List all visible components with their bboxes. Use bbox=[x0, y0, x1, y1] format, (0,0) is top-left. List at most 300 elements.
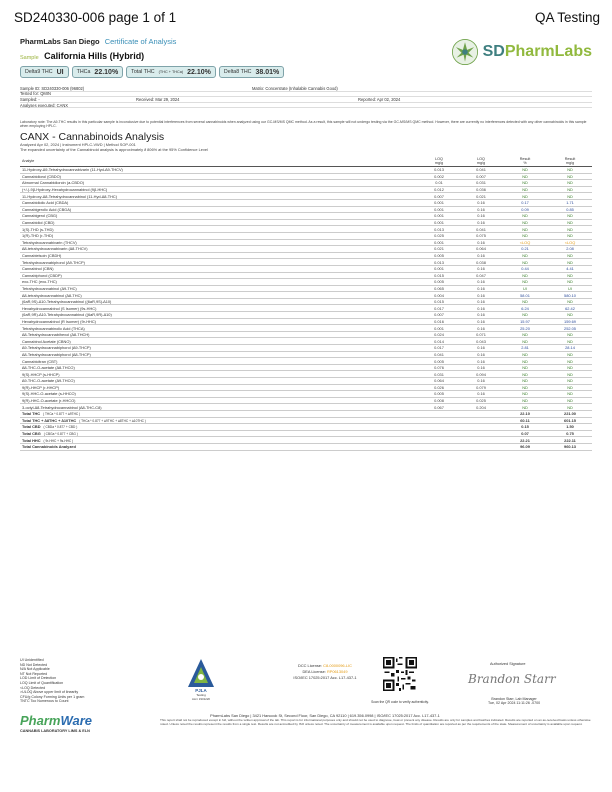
info-row bbox=[20, 103, 592, 109]
lod-value: 0.047 bbox=[476, 272, 486, 278]
analyte-name: Tetrahydrocannabinolic Acid (THCA) bbox=[22, 325, 85, 331]
total-percent: 96.09 bbox=[520, 444, 530, 450]
result-percent: ND bbox=[522, 187, 528, 193]
legend-item: N/A Not Applicable bbox=[20, 667, 50, 672]
total-label: Total HHC bbox=[22, 437, 41, 443]
analyte-name: Cannabielsoin (CBDH) bbox=[22, 253, 62, 259]
table-row bbox=[20, 226, 592, 233]
sampled: Sampled: - bbox=[20, 96, 40, 102]
loq-value: 0.015 bbox=[434, 299, 444, 305]
analyte-name: Abnormal Cannabidiorcin (a-CBDO) bbox=[22, 180, 85, 186]
result-percent: ND bbox=[522, 358, 528, 364]
result-mg: ND bbox=[567, 365, 573, 371]
result-mg: ND bbox=[567, 167, 573, 173]
lod-value: 0.075 bbox=[476, 233, 486, 239]
pill-total-thc bbox=[126, 66, 216, 78]
table-row bbox=[20, 167, 592, 174]
pill-label: Delta8 THC bbox=[223, 69, 252, 75]
col-result-unit: % bbox=[523, 160, 527, 165]
loq-value: 0.013 bbox=[434, 167, 444, 173]
analyte-name: ∆8-tetrahydrocannabinol (∆8-THC) bbox=[22, 292, 82, 298]
col-result2-unit: mg/g bbox=[565, 160, 575, 165]
result-percent: 0.44 bbox=[521, 266, 529, 272]
table-row bbox=[20, 385, 592, 392]
table-row bbox=[20, 391, 592, 398]
total-row bbox=[20, 444, 592, 451]
sample-info bbox=[20, 86, 592, 108]
qr-code-icon[interactable] bbox=[383, 657, 417, 691]
analyte-name: 1(R)-THD (r-THD) bbox=[22, 233, 54, 239]
lod-value: 0.16 bbox=[477, 305, 485, 311]
result-mg: ND bbox=[567, 404, 573, 410]
result-percent: UI bbox=[523, 285, 527, 291]
pharmware-subtitle: CANNABIS LABORATORY LIMS & ELN bbox=[20, 729, 90, 733]
lod-value: 0.021 bbox=[476, 193, 486, 199]
reported: Reported: Apr 02, 2024 bbox=[358, 96, 401, 102]
result-mg: ND bbox=[567, 338, 573, 344]
result-percent: ND bbox=[522, 338, 528, 344]
section-meta bbox=[20, 143, 208, 153]
col-result-mg bbox=[548, 157, 592, 165]
result-percent: 25.20 bbox=[520, 325, 530, 331]
result-mg: UI bbox=[568, 285, 572, 291]
lod-value: 0.079 bbox=[476, 384, 486, 390]
total-label: Total CBG bbox=[22, 431, 41, 437]
lod-value: 0.16 bbox=[477, 200, 485, 206]
col-lod bbox=[460, 157, 502, 165]
uncertainty-note: The expanded uncertainty of the Cannabinoid analysis is approximately ∂ 806% at the 95% Confidence Level bbox=[20, 146, 208, 152]
pharmware-part2: Ware bbox=[60, 713, 93, 728]
total-percent: 22.21 bbox=[520, 437, 530, 443]
table-row bbox=[20, 193, 592, 200]
table-totals bbox=[20, 411, 592, 451]
matrix: Matrix: Concentrate (Inhalable Cannabis Good) bbox=[252, 85, 338, 91]
total-formula: ( 9r-HHC + 9s-HHC ) bbox=[43, 438, 74, 443]
analyte-name: Cannabigerol (CBG) bbox=[22, 213, 58, 219]
loq-value: 0.013 bbox=[434, 226, 444, 232]
loq-value: 0.007 bbox=[434, 193, 444, 199]
analyte-name: Tetrahydrocannabiphorol (∆9-THCP) bbox=[22, 259, 85, 265]
analyte-name: 9(R)-HHC-O-acetate (r-HHCO) bbox=[22, 398, 76, 404]
lod-value: 0.094 bbox=[476, 371, 486, 377]
result-percent: ND bbox=[522, 193, 528, 199]
result-percent: 15.97 bbox=[520, 318, 530, 324]
col-loq-unit: mg/g bbox=[434, 160, 444, 165]
result-percent: ND bbox=[522, 391, 528, 397]
analyte-name: Cannabiphorol (CBDP) bbox=[22, 272, 62, 278]
result-mg: ND bbox=[567, 233, 573, 239]
result-percent: ND bbox=[522, 226, 528, 232]
loq-value: 0.016 bbox=[434, 318, 444, 324]
lod-value: 0.025 bbox=[476, 398, 486, 404]
loq-value: 0.005 bbox=[434, 279, 444, 285]
loq-value: 0.015 bbox=[434, 272, 444, 278]
loq-value: 0.005 bbox=[434, 253, 444, 259]
pharmware-title bbox=[20, 713, 92, 728]
result-mg: ND bbox=[567, 384, 573, 390]
result-mg: ND bbox=[567, 332, 573, 338]
result-mg: <LOQ bbox=[564, 239, 576, 245]
result-mg: ND bbox=[567, 279, 573, 285]
col-lod-unit: mg/g bbox=[476, 160, 486, 165]
loq-value: 0.004 bbox=[434, 292, 444, 298]
pharmware-logo bbox=[20, 713, 92, 733]
analyte-name: Cannabinol (CBN) bbox=[22, 266, 54, 272]
table-row bbox=[20, 338, 592, 345]
lod-value: 0.204 bbox=[476, 404, 486, 410]
total-name bbox=[20, 444, 418, 449]
pill-label: THCa bbox=[76, 69, 91, 75]
col-result2-label: Result bbox=[564, 156, 576, 161]
cannabis-leaf-icon bbox=[451, 38, 479, 66]
loq-value: 0.001 bbox=[434, 220, 444, 226]
loq-value: 0.001 bbox=[434, 206, 444, 212]
lab-name: PharmLabs San Diego bbox=[20, 37, 100, 46]
lod-value: 0.16 bbox=[477, 253, 485, 259]
lod-value: 0.043 bbox=[476, 338, 486, 344]
analyses-executed: Analyses executed: CANX bbox=[20, 102, 69, 108]
pill-note: (THC + THCa) bbox=[158, 70, 184, 74]
pill-value: UI bbox=[56, 68, 64, 76]
col-result-pct bbox=[502, 157, 548, 165]
result-percent: ND bbox=[522, 299, 528, 305]
licenses bbox=[270, 663, 380, 681]
loq-value: 0.076 bbox=[434, 365, 444, 371]
total-mg: 221.00 bbox=[564, 411, 576, 417]
result-mg: ND bbox=[567, 213, 573, 219]
table-row bbox=[20, 273, 592, 280]
analyte-name: Cannabinol Acetate (CBNO) bbox=[22, 338, 71, 344]
loq-value: 0.026 bbox=[434, 384, 444, 390]
pill-label: Delta9 THC bbox=[25, 69, 53, 75]
table-row bbox=[20, 200, 592, 207]
result-mg: 252.05 bbox=[564, 325, 576, 331]
result-percent: ND bbox=[522, 272, 528, 278]
result-mg: 28.14 bbox=[565, 345, 575, 351]
lab-heading bbox=[20, 37, 176, 46]
signature-block bbox=[488, 697, 540, 706]
tested-for: Tested for: QMIN bbox=[20, 91, 51, 97]
analyte-name: Cannabidiolic Acid (CBDA) bbox=[22, 200, 69, 206]
lod-value: 0.16 bbox=[477, 299, 485, 305]
analyte-name: Cannabigerolic Acid (CBGA) bbox=[22, 206, 72, 212]
col-lod-label: LOQ bbox=[477, 156, 485, 161]
loq-value: 0.002 bbox=[434, 173, 444, 179]
signature-image: Brandon Starr bbox=[468, 672, 556, 686]
total-formula: ( CBDa * 0.877 + CBD ) bbox=[43, 425, 78, 430]
result-percent: ND bbox=[522, 173, 528, 179]
lod-value: 0.031 bbox=[476, 180, 486, 186]
table-row bbox=[20, 404, 592, 411]
result-percent: ND bbox=[522, 371, 528, 377]
loq-value: 0.013 bbox=[434, 259, 444, 265]
total-percent: 60.11 bbox=[520, 417, 530, 423]
table-row bbox=[20, 305, 592, 312]
result-percent: 0.17 bbox=[521, 200, 529, 206]
pill-delta9 bbox=[20, 66, 69, 78]
legend-item: UI Unidentified bbox=[20, 658, 44, 662]
lod-value: 0.036 bbox=[476, 187, 486, 193]
result-percent: 0.09 bbox=[521, 206, 529, 212]
lod-value: 0.16 bbox=[477, 285, 485, 291]
total-row bbox=[20, 418, 592, 425]
analyte-name: Hexahydrocannabinol (S Isomer) (9s-HHC) bbox=[22, 305, 97, 311]
loq-value: 0.065 bbox=[434, 285, 444, 291]
total-name bbox=[20, 418, 418, 423]
result-mg: 2.08 bbox=[566, 246, 574, 252]
total-row bbox=[20, 411, 592, 418]
result-mg: ND bbox=[567, 259, 573, 265]
table-row bbox=[20, 325, 592, 332]
pill-thca bbox=[72, 66, 124, 78]
qr-caption: Scan the QR code to verify authenticity. bbox=[371, 700, 429, 704]
table-row bbox=[20, 371, 592, 378]
legend-item: LOQ Limit of Quantification bbox=[20, 680, 64, 685]
loq-value: 0.017 bbox=[434, 345, 444, 351]
table-row bbox=[20, 279, 592, 286]
sample-label: Sample bbox=[20, 55, 39, 61]
lod-value: 0.16 bbox=[477, 325, 485, 331]
result-percent: ND bbox=[522, 398, 528, 404]
analyte-name: 9(R)-HHCP (r-HHCP) bbox=[22, 384, 60, 390]
table-row bbox=[20, 286, 592, 293]
lod-value: 0.16 bbox=[477, 378, 485, 384]
loq-value: 0.031 bbox=[434, 371, 444, 377]
analyte-name: ∆8-Tetrahydrocannabiphorol (∆8-THCP) bbox=[22, 351, 91, 357]
col-loq-label: LOQ bbox=[435, 156, 443, 161]
result-percent: ND bbox=[522, 378, 528, 384]
result-mg: ND bbox=[567, 299, 573, 305]
total-label: Total CBD bbox=[22, 424, 41, 430]
total-mg: 601.15 bbox=[564, 417, 576, 423]
result-percent: ND bbox=[522, 279, 528, 285]
table-row bbox=[20, 332, 592, 339]
lod-value: 0.16 bbox=[477, 266, 485, 272]
legend-item: TNTC Too Numerous to Count bbox=[20, 699, 69, 704]
lod-value: 0.16 bbox=[477, 292, 485, 298]
analyte-name: 3-octyl-∆8-Tetrahydrocannabinol (∆8-THC-C8) bbox=[22, 404, 102, 410]
table-row bbox=[20, 292, 592, 299]
loq-value: 0.014 bbox=[434, 338, 444, 344]
table-row bbox=[20, 240, 592, 247]
analyte-name: ∆8-tetrahydrocannabivarin (∆8-THCV) bbox=[22, 246, 88, 252]
loq-value: 0.001 bbox=[434, 213, 444, 219]
analyte-name: 9(S)-HHCP (s-HHCP) bbox=[22, 371, 60, 377]
total-percent: 22.10 bbox=[520, 411, 530, 417]
lod-value: 0.16 bbox=[477, 213, 485, 219]
lod-value: 0.007 bbox=[476, 173, 486, 179]
result-percent: 0.21 bbox=[521, 246, 529, 252]
lod-value: 0.16 bbox=[477, 358, 485, 364]
result-mg: ND bbox=[567, 187, 573, 193]
result-mg: ND bbox=[567, 391, 573, 397]
loq-value: 0.024 bbox=[434, 332, 444, 338]
lod-value: 0.16 bbox=[477, 239, 485, 245]
loq-value: 0.001 bbox=[434, 266, 444, 272]
dcc-value: C8-0000096-LIC bbox=[323, 663, 352, 668]
total-label: Total THC + ∆8THC + ∆10THC bbox=[22, 417, 77, 423]
total-name bbox=[20, 411, 418, 416]
col-loq bbox=[418, 157, 460, 165]
result-mg: 580.10 bbox=[564, 292, 576, 298]
total-percent: 0.15 bbox=[521, 424, 529, 430]
lod-value: 0.038 bbox=[476, 259, 486, 265]
lab-note: Laboratory note: The ∆9-THC results in this particular sample is inconclusive due to potential interferences from several cannabinoids when analyzed using our GC-MS/MS QMC method. As a result, this sample will not undergo testing via the GC-MS/MS QMC method. However, there are currently no interferences detected with any other cannabinoids in this sample when employing HPLC. bbox=[20, 120, 587, 129]
total-mg: 1.50 bbox=[566, 424, 574, 430]
table-row bbox=[20, 180, 592, 187]
lod-value: 0.16 bbox=[477, 206, 485, 212]
loq-value: 0.008 bbox=[434, 398, 444, 404]
pill-value: 22.10% bbox=[187, 68, 211, 76]
result-percent: 6.24 bbox=[521, 305, 529, 311]
iso-accreditation: ISO/IEC 17025:2017 Acc. L17-437-1 bbox=[293, 675, 357, 680]
sample-name: California Hills (Hybrid) bbox=[44, 51, 145, 61]
lod-value: 0.16 bbox=[477, 345, 485, 351]
loq-value: 0.001 bbox=[434, 239, 444, 245]
col-analyte: Analyte bbox=[22, 158, 35, 163]
pjla-accr: Accr. #101220 bbox=[192, 697, 210, 701]
result-percent: ND bbox=[522, 332, 528, 338]
analysis-meta: Analyzed Apr 02, 2024 | Instrument HPLC-VWD | Method SOP-001 bbox=[20, 142, 136, 147]
analyte-name: 9(S)-HHC-O-acetate (s-HHCO) bbox=[22, 391, 76, 397]
lod-value: 0.16 bbox=[477, 279, 485, 285]
result-percent: ND bbox=[522, 167, 528, 173]
result-percent: 2.81 bbox=[521, 345, 529, 351]
loq-value: 0.025 bbox=[434, 233, 444, 239]
lod-value: 0.041 bbox=[476, 226, 486, 232]
lod-value: 0.071 bbox=[476, 332, 486, 338]
result-percent: ND bbox=[522, 404, 528, 410]
result-mg: ND bbox=[567, 180, 573, 186]
result-mg: ND bbox=[567, 358, 573, 364]
result-mg: ND bbox=[567, 220, 573, 226]
loq-value: 0.041 bbox=[434, 351, 444, 357]
analyte-name: (6aR,9S)-∆10-Tetrahydrocannabinol ((6aR,9S)-∆10) bbox=[22, 299, 112, 305]
result-percent: <LOQ bbox=[519, 239, 531, 245]
table-row bbox=[20, 299, 592, 306]
analyte-name: ∆8-THC-O-acetate (∆8-THCO) bbox=[22, 365, 75, 371]
legend-item: LOD Limit of Detection bbox=[20, 676, 57, 681]
footer-address: PharmLabs San Diego | 3421 Hancock St, Second Floor, San Diego, CA 92110 | 619.356.0998 | ISO/IEC 17025:2017 Acc. L17-437-1 bbox=[210, 713, 440, 718]
table-row bbox=[20, 352, 592, 359]
pjla-testing: Testing bbox=[196, 693, 206, 697]
total-label: Total THC bbox=[22, 411, 41, 417]
loq-value: 0.064 bbox=[434, 378, 444, 384]
table-row bbox=[20, 233, 592, 240]
pjla-accreditation-icon bbox=[186, 657, 216, 701]
analyte-name: ∆8-Tetrahydrocannabihexol (∆8-THCH) bbox=[22, 332, 90, 338]
result-percent: ND bbox=[522, 213, 528, 219]
total-mg: 222.11 bbox=[564, 437, 576, 443]
result-mg: ND bbox=[567, 226, 573, 232]
total-mg: 0.75 bbox=[566, 431, 574, 437]
table-row bbox=[20, 259, 592, 266]
result-percent: ND bbox=[522, 233, 528, 239]
analyte-name: 1(S)-THD (s-THD) bbox=[22, 226, 54, 232]
received: Received: Mar 29, 2024 bbox=[136, 96, 180, 102]
lod-value: 0.16 bbox=[477, 312, 485, 318]
result-mg: ND bbox=[567, 272, 573, 278]
lod-value: 0.16 bbox=[477, 220, 485, 226]
table-row bbox=[20, 365, 592, 372]
result-percent: 58.01 bbox=[520, 292, 530, 298]
dcc-label: DCC License: bbox=[298, 663, 323, 668]
logo-text bbox=[483, 43, 592, 61]
result-percent: ND bbox=[522, 351, 528, 357]
result-percent: ND bbox=[522, 220, 528, 226]
signature-date: Tue, 02 Apr 2024 11:11:26 -0700 bbox=[488, 701, 541, 706]
analyte-name: Cannabicitran (CBT) bbox=[22, 358, 58, 364]
total-formula: ( THCa * 0.877 + ∆9THC + ∆8THC + ∆10THC ) bbox=[79, 418, 146, 423]
legend-item: CFU/g Colony Forming Units per 1 gram bbox=[20, 694, 85, 699]
loq-value: 0.012 bbox=[434, 187, 444, 193]
dea-value: RP0613049 bbox=[326, 669, 348, 674]
table-row bbox=[20, 213, 592, 220]
legend-item: <LOQ Detected bbox=[20, 685, 46, 690]
loq-value: 0.021 bbox=[434, 246, 444, 252]
table-header bbox=[20, 155, 592, 167]
table-row bbox=[20, 398, 592, 405]
result-mg: ND bbox=[567, 378, 573, 384]
summary-pills bbox=[20, 66, 284, 78]
signer-name: Brandon Starr, Lab Manager bbox=[491, 697, 537, 701]
pharmware-part1: Pharm bbox=[20, 713, 61, 728]
result-mg: ND bbox=[567, 193, 573, 199]
total-formula: ( CBGa * 0.877 + CBG ) bbox=[43, 432, 78, 437]
loq-value: 0.067 bbox=[434, 404, 444, 410]
result-percent: ND bbox=[522, 180, 528, 186]
total-row bbox=[20, 437, 592, 444]
total-name bbox=[20, 424, 418, 429]
total-label: Total Cannabinoids Analyzed bbox=[22, 444, 76, 450]
analyte-name: (+/-)-9β-Hydroxy-Hexahydrocannabinol (9β-HHC) bbox=[22, 187, 108, 193]
result-mg: ND bbox=[567, 371, 573, 377]
total-percent: 0.07 bbox=[521, 431, 529, 437]
dea-label: DEA License: bbox=[302, 669, 326, 674]
analyte-name: 11-Hydroxy-∆9-Tetrahydrocannabivarin (11-Hyd-∆9-THCV) bbox=[22, 167, 123, 173]
loq-value: 0.005 bbox=[434, 391, 444, 397]
legend bbox=[20, 658, 84, 704]
total-row bbox=[20, 424, 592, 431]
result-percent: ND bbox=[522, 253, 528, 259]
lod-value: 0.16 bbox=[477, 391, 485, 397]
lod-value: 0.16 bbox=[477, 365, 485, 371]
result-mg: ND bbox=[567, 398, 573, 404]
total-row bbox=[20, 431, 592, 438]
legend-item: ND Not Detected bbox=[20, 662, 48, 667]
sample-id: Sample ID: SD240330-006 (96802) bbox=[20, 85, 85, 91]
analyte-name: Tetrahydrocannabivarin (THCV) bbox=[22, 239, 77, 245]
logo-text-sd: SD bbox=[482, 43, 505, 60]
result-mg: ND bbox=[567, 351, 573, 357]
report-title: SD240330-006 page 1 of 1 bbox=[14, 10, 177, 25]
total-name bbox=[20, 438, 418, 443]
table-row bbox=[20, 378, 592, 385]
table-row bbox=[20, 253, 592, 260]
result-mg: ND bbox=[567, 312, 573, 318]
analyte-name: Hexahydrocannabinol (R Isomer) (9r-HHC) bbox=[22, 318, 96, 324]
table-row bbox=[20, 220, 592, 227]
result-mg: 0.85 bbox=[566, 206, 574, 212]
legend-item: NT Not Reported bbox=[20, 671, 48, 676]
footer-disclaimer: This report shall not be reproduced except in full, without the written approval of the lab. This report is for informational purposes only and should not be used to diagnose, treat or prevent any disease. Results are only for samples and batches indicated. Results are reported on an as-received basis unless otherwise noted. Unless noted the results represent the results from a single test. Results are not accredited by ISO unless noted. The uncertainty of measurement is available upon request. The limits of quantitation are reported as per the requirements of the state. Measurement of uncertainty is available upon request. bbox=[160, 718, 591, 726]
report-right-title: QA Testing bbox=[534, 10, 600, 25]
pill-label: Total THC bbox=[131, 69, 155, 75]
table-row bbox=[20, 312, 592, 319]
result-mg: ND bbox=[567, 173, 573, 179]
signature-title: Authorized Signature bbox=[490, 662, 526, 666]
lod-value: 0.16 bbox=[477, 351, 485, 357]
